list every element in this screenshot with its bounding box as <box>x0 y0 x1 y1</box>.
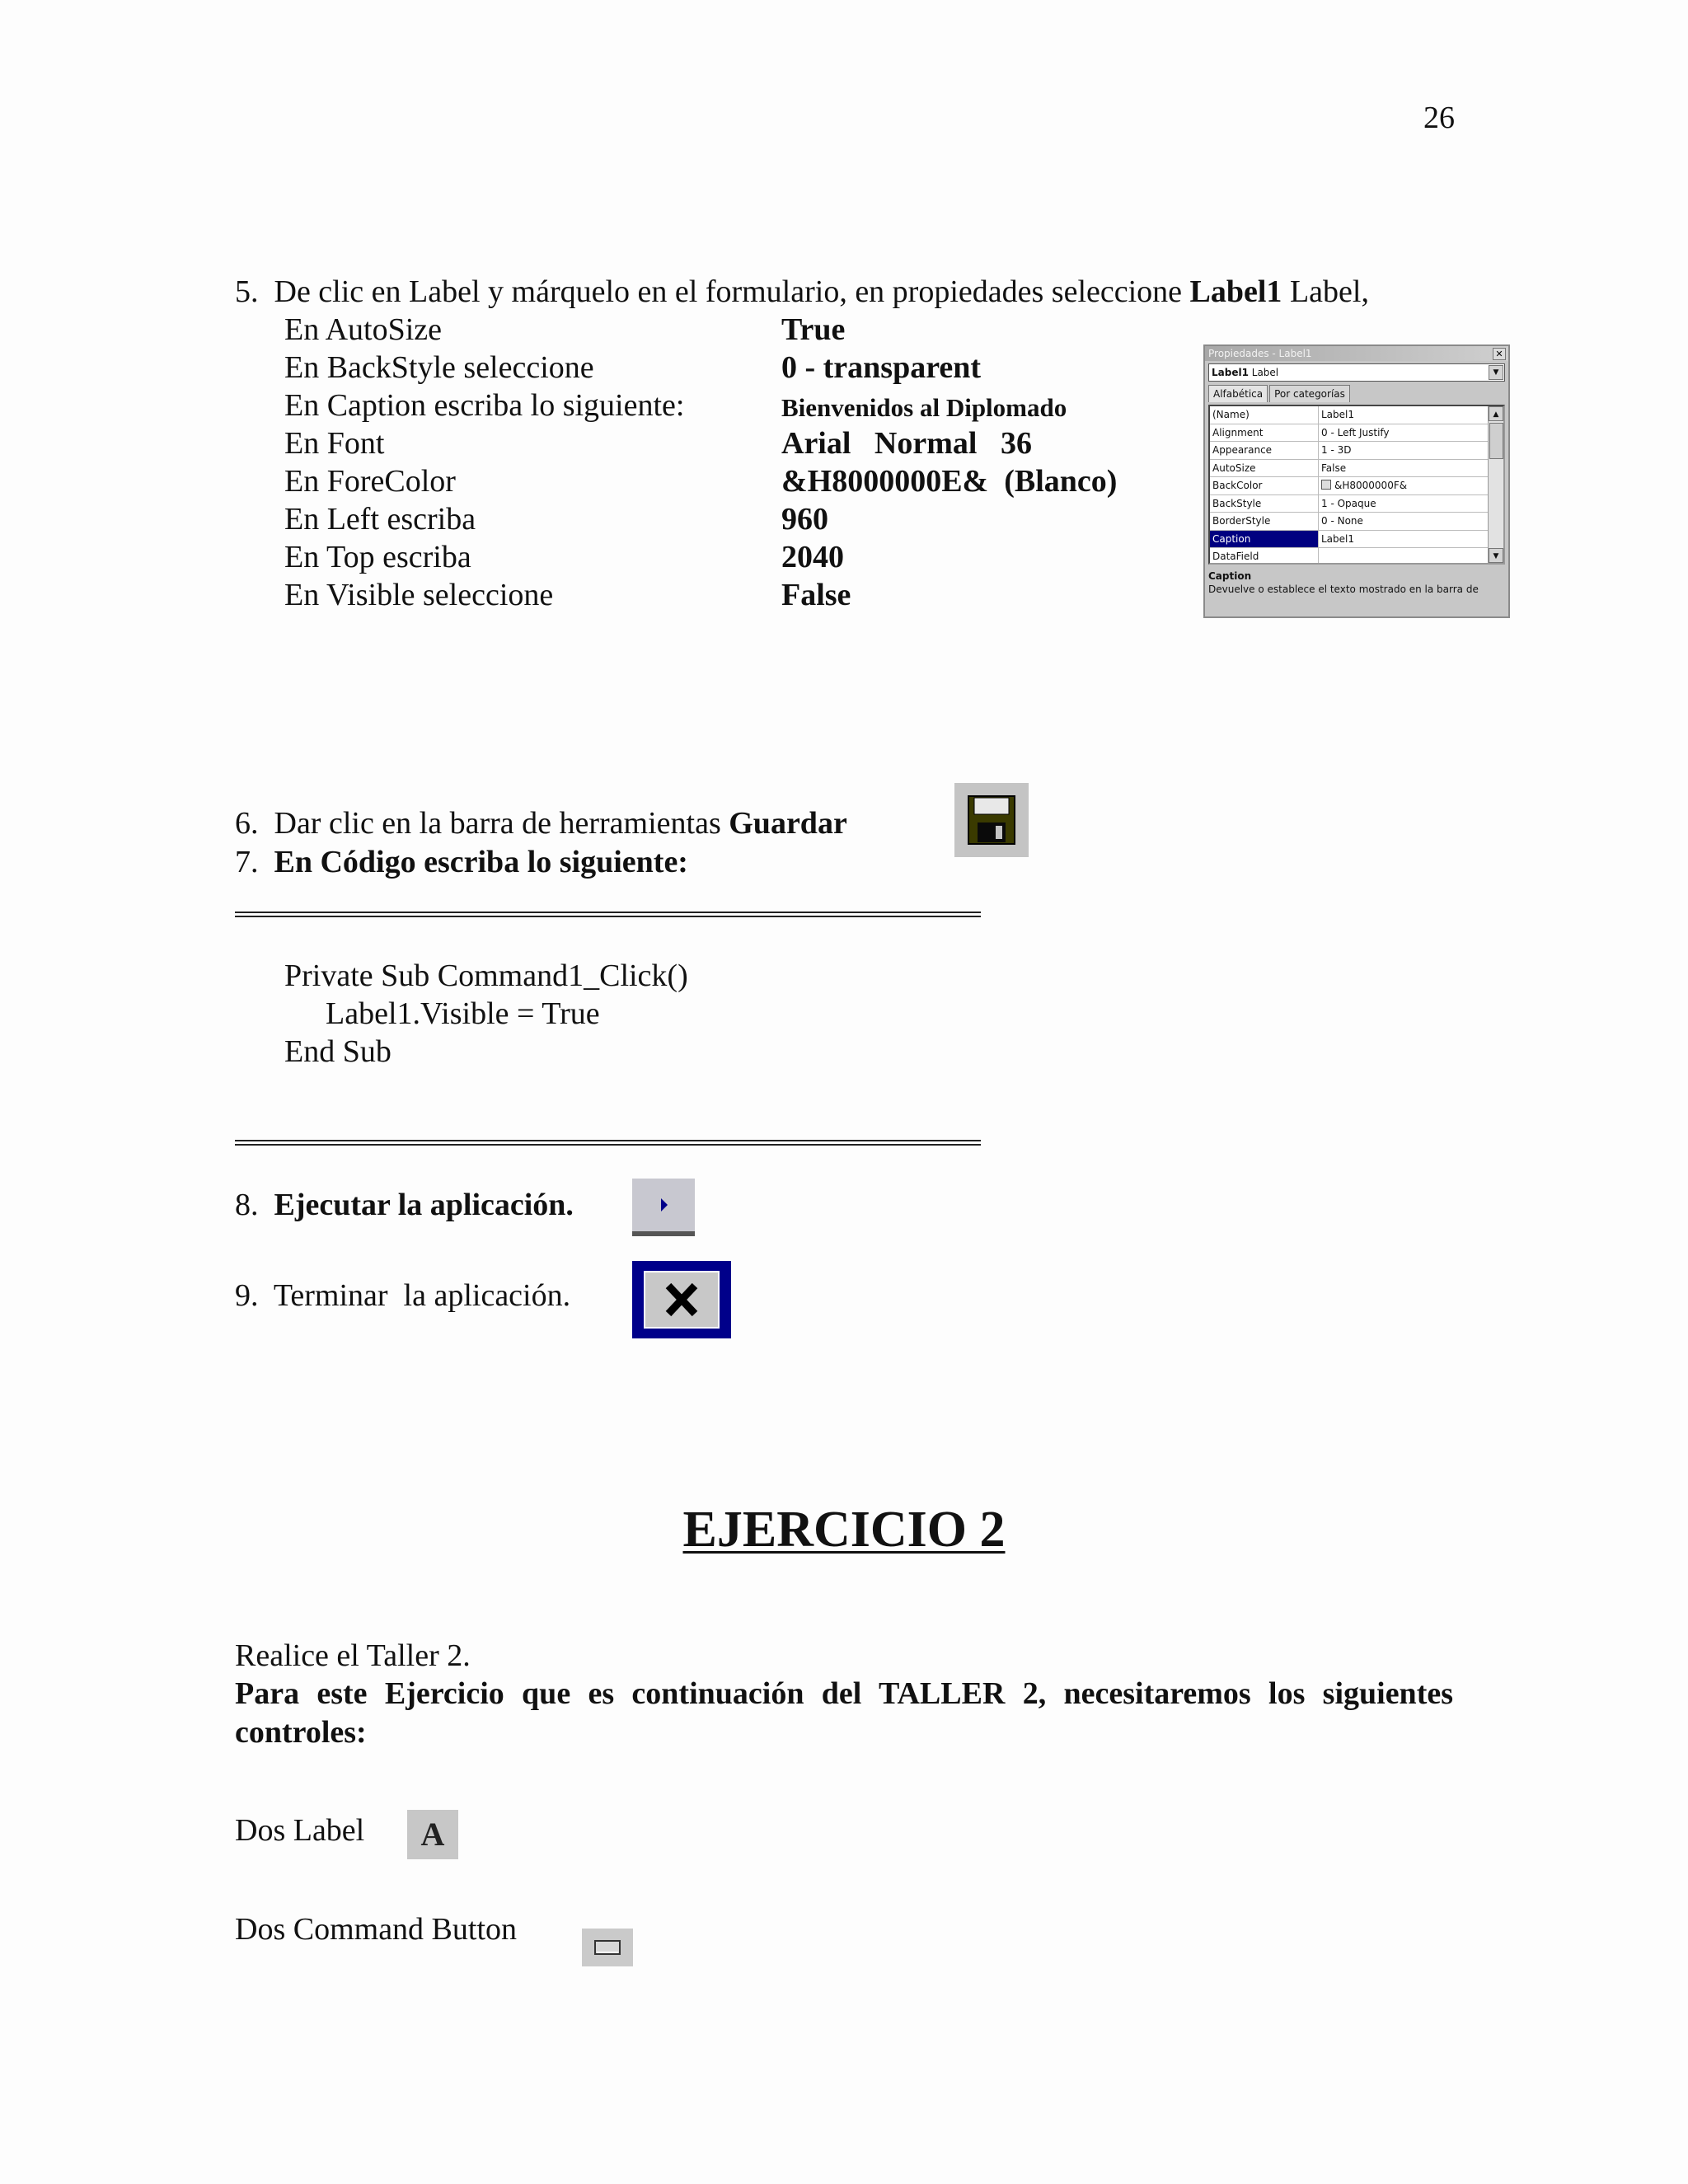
property-grid <box>1208 405 1505 565</box>
property-row[interactable] <box>1210 513 1503 531</box>
property-val: 0 - Left Justify <box>1321 426 1390 438</box>
description-title: Caption <box>1208 570 1252 582</box>
property-key: Caption <box>1210 531 1319 548</box>
property-row[interactable] <box>1210 495 1503 513</box>
scroll-down-icon[interactable]: ▼ <box>1489 548 1503 563</box>
properties-window <box>1203 344 1510 618</box>
property-value: 960 <box>781 502 828 537</box>
property-label: En Left escriba <box>284 502 476 537</box>
property-label: En Top escriba <box>284 540 471 574</box>
play-icon[interactable] <box>632 1179 695 1236</box>
property-val <box>1319 477 1503 494</box>
object-selector[interactable] <box>1208 363 1505 382</box>
property-label: En BackStyle seleccione <box>284 350 594 385</box>
step-6-number: 6. <box>235 806 259 841</box>
tab-alfabetica[interactable]: Alfabética <box>1208 385 1268 402</box>
property-value: False <box>781 578 851 612</box>
label-tool-icon[interactable] <box>407 1810 458 1859</box>
object-type: Label <box>1251 367 1279 378</box>
property-key: Alignment <box>1210 424 1319 442</box>
controls-command-text: Dos Command Button <box>235 1912 518 1947</box>
property-row[interactable] <box>1210 460 1503 478</box>
scrollbar[interactable] <box>1488 406 1503 563</box>
code-line-2: Label1.Visible = True <box>326 996 600 1031</box>
property-key: BackStyle <box>1210 495 1319 513</box>
property-row-selected[interactable] <box>1210 531 1503 549</box>
step-6-bold: Guardar <box>729 806 847 841</box>
step-5-number: 5. <box>235 274 259 309</box>
property-value: Bienvenidos al Diplomado <box>781 393 1067 422</box>
section-heading: EJERCICIO 2 <box>682 1502 1006 1558</box>
property-val: 1 - 3D <box>1321 444 1352 456</box>
step-9-text: Terminar la aplicación. <box>273 1278 571 1313</box>
properties-tabs <box>1208 385 1505 403</box>
step-9-number: 9. <box>235 1278 259 1313</box>
page-number: 26 <box>1423 101 1455 135</box>
scroll-thumb[interactable] <box>1489 423 1503 459</box>
property-label: En Caption escriba lo siguiente: <box>284 388 685 423</box>
property-value: &H8000000E& (Blanco) <box>781 464 1118 499</box>
code-line-3: End Sub <box>284 1034 392 1069</box>
chevron-down-icon[interactable]: ▼ <box>1489 365 1503 380</box>
controls-label-text: Dos Label <box>235 1813 365 1848</box>
property-val-text: &H8000000F& <box>1334 480 1408 491</box>
intro-bold-paragraph: Para este Ejercicio que es continuación del TALLER 2, necesitaremos los siguientes controles: <box>235 1676 1453 1750</box>
label-tool-glyph: A <box>420 1816 445 1853</box>
property-val <box>1319 548 1503 565</box>
property-label: En Font <box>284 426 385 461</box>
property-value: Arial Normal 36 <box>781 426 1032 461</box>
stop-button-face <box>644 1271 720 1329</box>
scroll-up-icon[interactable]: ▲ <box>1489 406 1503 421</box>
step-7 <box>235 843 688 881</box>
step-7-bold: En Código escriba lo siguiente: <box>274 845 688 879</box>
property-label: En AutoSize <box>284 312 443 347</box>
step-5 <box>235 273 1369 311</box>
property-row[interactable] <box>1210 442 1503 460</box>
property-key: (Name) <box>1210 406 1319 424</box>
step-9 <box>235 1277 570 1315</box>
command-button-tool-icon[interactable] <box>582 1929 633 1966</box>
step-5-text-bold: Label1 <box>1189 274 1282 309</box>
properties-title: Propiedades - Label1 <box>1208 348 1312 359</box>
step-8-number: 8. <box>235 1188 259 1222</box>
step-8 <box>235 1186 574 1224</box>
property-row[interactable] <box>1210 424 1503 443</box>
property-val: Label1 <box>1321 532 1355 545</box>
object-name: Label1 <box>1212 367 1249 378</box>
property-label: En Visible seleccione <box>284 578 554 612</box>
description-text: Devuelve o establece el texto mostrado en la barra de <box>1208 583 1479 595</box>
property-row[interactable] <box>1210 406 1503 424</box>
property-key: BackColor <box>1210 477 1319 494</box>
property-val: Label1 <box>1321 409 1355 420</box>
tab-por-categorias[interactable]: Por categorías <box>1269 385 1350 402</box>
floppy-disk-icon[interactable] <box>954 783 1029 857</box>
property-value: 0 - transparent <box>781 350 982 385</box>
stop-x-icon[interactable] <box>632 1261 731 1338</box>
property-row[interactable] <box>1210 477 1503 495</box>
step-5-text-a: De clic en Label y márquelo en el formulario, en propiedades seleccione <box>274 274 1190 309</box>
property-key: Appearance <box>1210 442 1319 459</box>
property-val: 0 - None <box>1321 515 1363 527</box>
step-6 <box>235 804 847 842</box>
property-value: 2040 <box>781 540 844 574</box>
color-swatch <box>1321 480 1331 490</box>
property-val: 1 - Opaque <box>1321 497 1376 509</box>
property-key: DataField <box>1210 548 1319 565</box>
property-description <box>1208 569 1505 596</box>
close-icon[interactable]: ✕ <box>1493 348 1506 360</box>
step-6-text: Dar clic en la barra de herramientas <box>274 806 729 841</box>
property-row[interactable] <box>1210 548 1503 565</box>
property-val: False <box>1321 462 1347 474</box>
property-label: En ForeColor <box>284 464 456 499</box>
properties-titlebar <box>1205 346 1508 361</box>
property-key: BorderStyle <box>1210 513 1319 530</box>
intro-line: Realice el Taller 2. <box>235 1638 471 1673</box>
code-line-1: Private Sub Command1_Click() <box>284 958 688 993</box>
divider <box>235 1140 981 1146</box>
property-value: True <box>781 312 846 347</box>
property-key: AutoSize <box>1210 460 1319 477</box>
divider <box>235 912 981 917</box>
step-7-number: 7. <box>235 845 259 879</box>
step-5-text-b: Label, <box>1282 274 1369 309</box>
step-8-bold: Ejecutar la aplicación. <box>274 1188 574 1222</box>
